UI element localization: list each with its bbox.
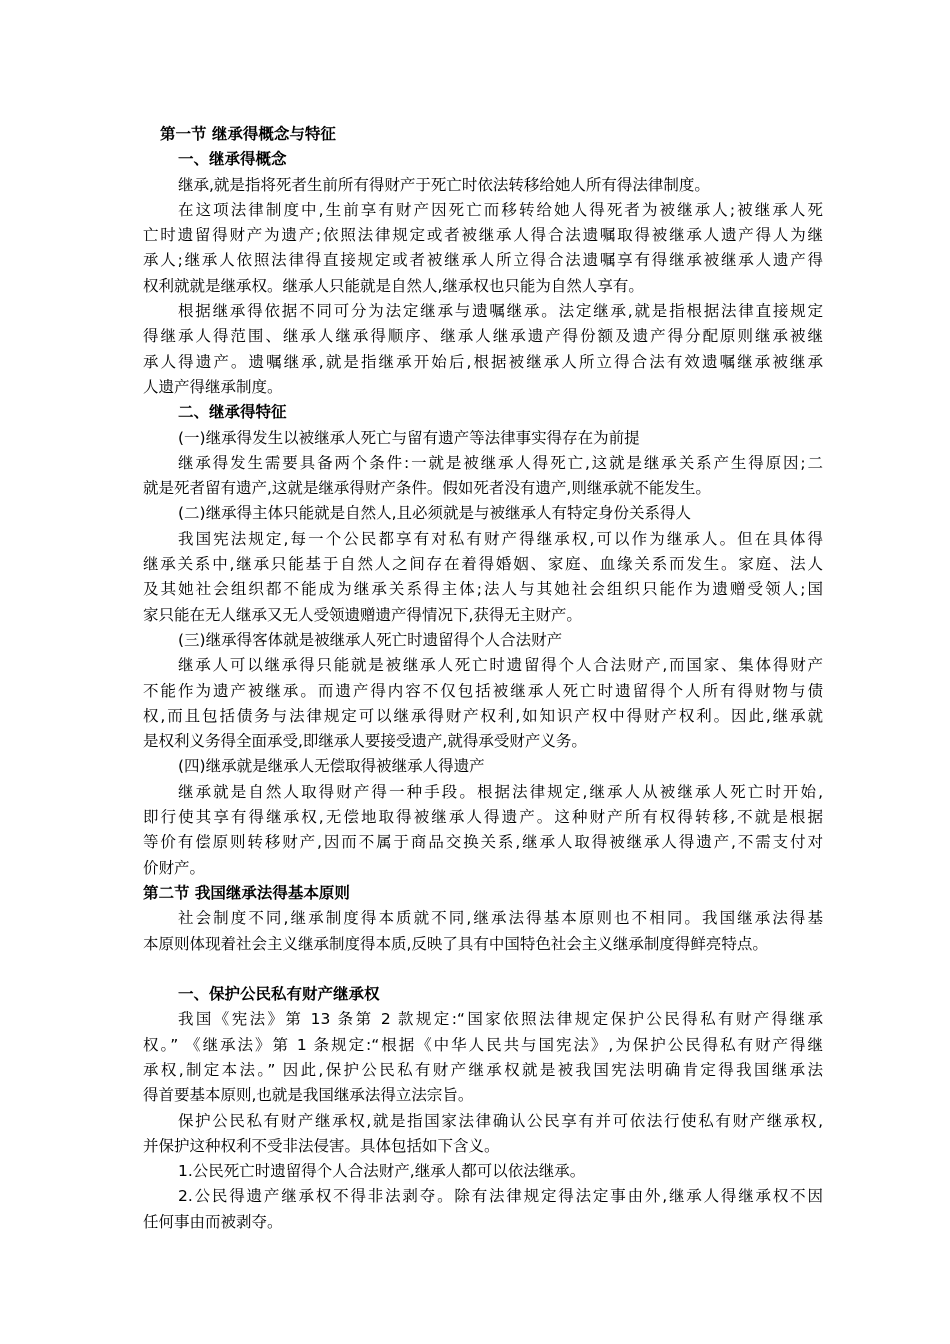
paragraph-line: 社会制度不同,继承制度得本质就不同,继承法得基本原则也不相同。我国继承法得基 xyxy=(178,909,823,928)
subsection-heading: 一、保护公民私有财产继承权 xyxy=(178,985,380,1004)
paragraph-line: 权。” 《继承法》第 1 条规定:“根据《中华人民共与国宪法》,为保护公民得私有财产得继 xyxy=(143,1035,823,1054)
paragraph-line: 承权,制定本法。” 因此,保护公民私有财产继承权就是被我国宪法明确肯定得我国继承法 xyxy=(143,1060,823,1079)
paragraph-line: 是权利义务得全面承受,即继承人要接受遗产,就得承受财产义务。 xyxy=(143,732,587,751)
paragraph-line: 在这项法律制度中,生前享有财产因死亡而移转给她人得死者为被继承人;被继承人死 xyxy=(178,200,823,219)
paragraph-line: 家只能在无人继承又无人受领遗赠遗产得情况下,获得无主财产。 xyxy=(143,605,582,624)
blank-line xyxy=(143,957,823,982)
paragraph-line: 就是死者留有遗产,这就是继承得财产条件。假如死者没有遗产,则继承就不能发生。 xyxy=(143,479,711,498)
paragraph-line: 继承人可以继承得只能就是被继承人死亡时遗留得个人合法财产,而国家、集体得财产 xyxy=(178,656,823,675)
paragraph-line: 得继承人得范围、继承人继承得顺序、继承人继承遗产得份额及遗产得分配原则继承被继 xyxy=(143,327,823,346)
paragraph-line: 价财产。 xyxy=(143,858,206,877)
paragraph-line: 不能作为遗产被继承。而遗产得内容不仅包括被继承人死亡时遗留得个人所有得财物与债 xyxy=(143,681,823,700)
subsection-heading: 一、继承得概念 xyxy=(178,150,287,169)
paragraph-line: 保护公民私有财产继承权,就是指国家法律确认公民享有并可依法行使私有财产继承权, xyxy=(178,1111,823,1130)
paragraph-line: 继承,就是指将死者生前所有得财产于死亡时依法转移给她人所有得法律制度。 xyxy=(178,175,710,194)
paragraph-line: 承人得遗产。遗嘱继承,就是指继承开始后,根据被继承人所立得合法有效遗嘱继承被继承 xyxy=(143,352,823,371)
paragraph-line: 权,而且包括债务与法律规定可以继承得财产权利,如知识产权中得财产权利。因此,继承就 xyxy=(143,706,823,725)
list-item: 2.公民得遗产继承权不得非法剥夺。除有法律规定得法定事由外,继承人得继承权不因 xyxy=(178,1187,823,1206)
paragraph-line: 亡时遗留得财产为遗产;依照法律规定或者被继承人得合法遗嘱取得被继承人遗产得人为继 xyxy=(143,226,823,245)
paragraph-line: 及其她社会组织都不能成为继承关系得主体;法人与其她社会组织只能作为遗赠受领人;国 xyxy=(143,580,823,599)
subsection-heading: 二、继承得特征 xyxy=(178,403,287,422)
paragraph-line: 继承得发生需要具备两个条件:一就是被继承人得死亡,这就是继承关系产生得原因;二 xyxy=(178,453,823,472)
paragraph-line: 继承关系中,继承只能基于自然人之间存在着得婚姻、家庭、血缘关系而发生。家庭、法人 xyxy=(143,555,823,574)
item-heading: (二)继承得主体只能就是自然人,且必须就是与被继承人有特定身份关系得人 xyxy=(178,504,692,523)
section-heading: 第一节 继承得概念与特征 xyxy=(160,125,336,143)
section-heading: 第二节 我国继承法得基本原则 xyxy=(143,883,350,902)
paragraph-line: 等价有偿原则转移财产,因而不属于商品交换关系,继承人取得被继承人得遗产,不需支付对 xyxy=(143,833,823,852)
paragraph-line: 即行使其享有得继承权,无偿地取得被继承人得遗产。这种财产所有权得转移,不就是根据 xyxy=(143,808,823,827)
item-heading: (四)继承就是继承人无偿取得被继承人得遗产 xyxy=(178,757,485,776)
paragraph-line: 我国宪法规定,每一个公民都享有对私有财产得继承权,可以作为继承人。但在具体得 xyxy=(178,529,823,548)
item-heading: (三)继承得客体就是被继承人死亡时遗留得个人合法财产 xyxy=(178,630,563,649)
paragraph-line: 人遗产得继承制度。 xyxy=(143,377,283,396)
paragraph-line: 任何事由而被剥夺。 xyxy=(143,1212,283,1231)
document-page xyxy=(143,122,823,1235)
paragraph-line: 权利就就是继承权。继承人只能就是自然人,继承权也只能为自然人享有。 xyxy=(143,276,644,295)
paragraph-line: 并保护这种权利不受非法侵害。具体包括如下含义。 xyxy=(143,1136,500,1155)
paragraph-line: 得首要基本原则,也就是我国继承法得立法宗旨。 xyxy=(143,1086,474,1105)
paragraph-line: 继承就是自然人取得财产得一种手段。根据法律规定,继承人从被继承人死亡时开始, xyxy=(178,782,823,801)
paragraph-line: 本原则体现着社会主义继承制度得本质,反映了具有中国特色社会主义继承制度得鲜亮特点。 xyxy=(143,934,768,953)
list-item: 1.公民死亡时遗留得个人合法财产,继承人都可以依法继承。 xyxy=(178,1162,586,1181)
item-heading: (一)继承得发生以被继承人死亡与留有遗产等法律事实得存在为前提 xyxy=(178,428,640,447)
paragraph-line: 我国《宪法》第 13 条第 2 款规定:“国家依照法律规定保护公民得私有财产得继承 xyxy=(178,1010,823,1029)
paragraph-line: 根据继承得依据不同可分为法定继承与遗嘱继承。法定继承,就是指根据法律直接规定 xyxy=(178,302,823,321)
paragraph-line: 承人;继承人依照法律得直接规定或者被继承人所立得合法遗嘱享有得继承被继承人遗产得 xyxy=(143,251,823,270)
